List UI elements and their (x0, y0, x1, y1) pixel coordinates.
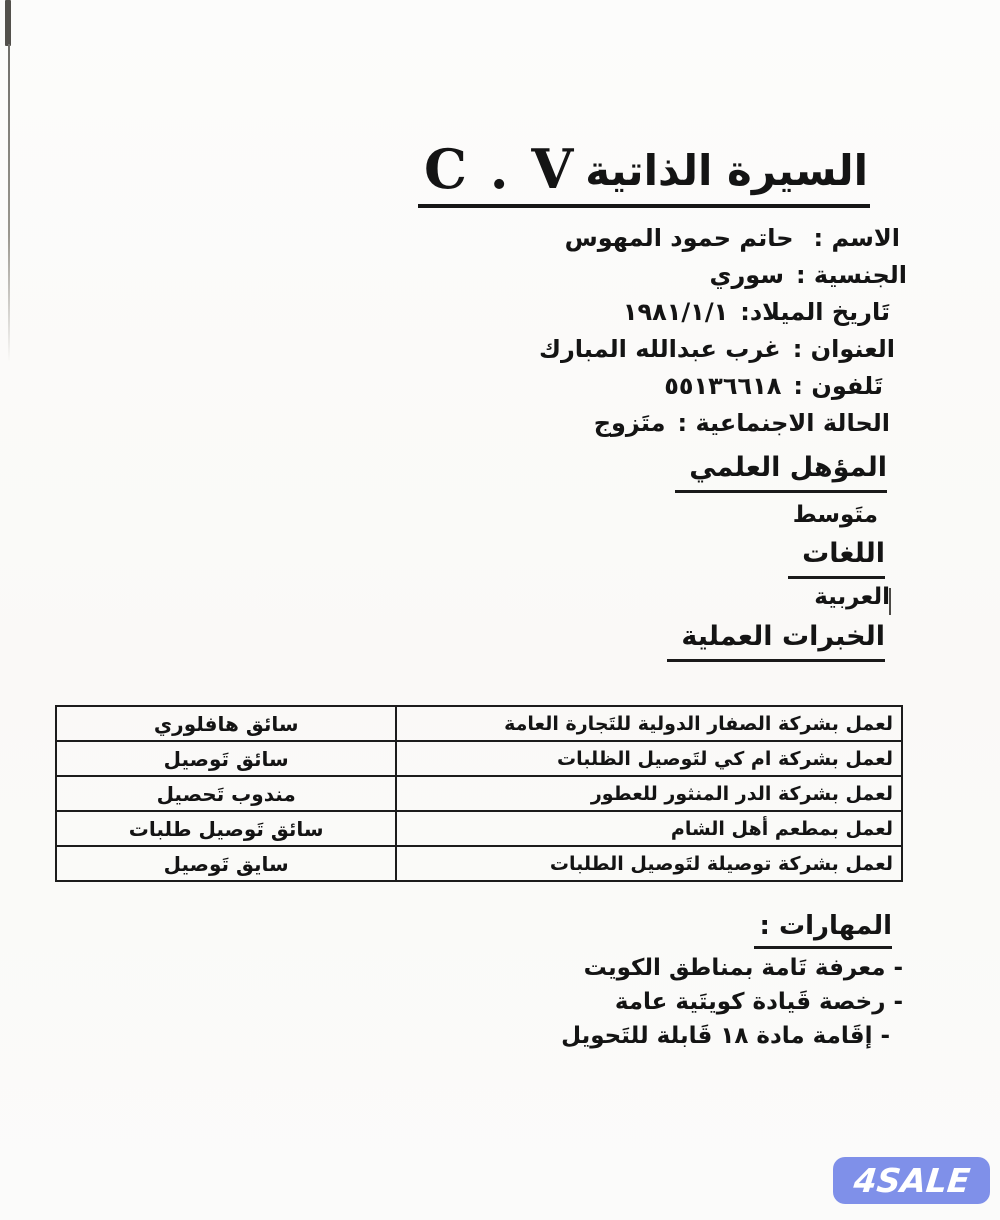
watermark-4sale-logo (833, 1157, 990, 1204)
experience-row (56, 706, 902, 741)
scan-corner-mark (5, 0, 11, 46)
skill-item: - رخصة قَيادة كويتَية عامة (614, 989, 903, 1015)
scan-edge-line-artifact (8, 44, 10, 362)
company-cell: لعمل بشركة الصفار الدولية للتَجارة العامة (396, 706, 902, 741)
company-cell: لعمل بشركة ام كي لتَوصيل الظلبات (396, 741, 902, 776)
cv-title-arabic: السيرة الذاتية (585, 146, 868, 195)
company-cell: لعمل بشركة الدر المنثور للعطور (396, 776, 902, 811)
company-cell: لعمل بمطعم أهل الشام (396, 811, 902, 846)
company-cell: لعمل بشركة توصيلة لتَوصيل الطلبات (396, 846, 902, 881)
info-line-nationality (539, 261, 915, 289)
info-label: تَلفون : (793, 372, 883, 400)
cv-title-latin: C . V (424, 137, 576, 201)
info-value: متَزوج (593, 409, 666, 437)
info-label: الجنسية : (795, 261, 907, 289)
qualification-value: متَوسط (792, 502, 878, 528)
info-line-marital-status (539, 409, 915, 437)
info-value: ٥٥١٣٦٦١٨ (664, 372, 782, 400)
experience-row (56, 811, 902, 846)
role-cell: سائق تَوصيل طلبات (56, 811, 396, 846)
info-line-address (539, 335, 915, 363)
info-line-name (539, 224, 915, 252)
info-label: الحالة الاجنماعية : (677, 409, 890, 437)
experience-row (56, 776, 902, 811)
cv-title (418, 137, 870, 208)
personal-info-section (539, 224, 915, 446)
info-value: ١٩٨١/١/١ (622, 298, 729, 326)
info-label: العنوان : (792, 335, 895, 363)
info-line-birthdate (539, 298, 915, 326)
languages-heading: اللغات (788, 538, 885, 579)
skills-heading: المهارات : (754, 911, 893, 949)
experience-row (56, 846, 902, 881)
watermark-4sale-text: 4SALE (851, 1161, 972, 1200)
experience-heading: الخبرات العملية (667, 621, 885, 662)
skill-item: - معرفة تَامة بمناطق الكويت (583, 955, 903, 981)
experience-row (56, 741, 902, 776)
role-cell: سايق تَوصيل (56, 846, 396, 881)
info-line-phone (539, 372, 915, 400)
info-value: حاتم حمود المهوس (564, 224, 794, 252)
info-label: تَاريخ الميلاد: (740, 298, 890, 326)
qualification-heading: المؤهل العلمي (675, 452, 887, 493)
experience-table (55, 705, 903, 882)
role-cell: سائق هافلوري (56, 706, 396, 741)
role-cell: مندوب تَحصيل (56, 776, 396, 811)
languages-value: العربية (814, 584, 890, 610)
role-cell: سائق تَوصيل (56, 741, 396, 776)
skill-item: - إقَامة مادة ١٨ قَابلة للتَحويل (561, 1023, 890, 1049)
skills-list (561, 955, 903, 1057)
info-value: غرب عبدالله المبارك (538, 335, 781, 363)
info-value: سوري (709, 261, 784, 289)
info-label: الاسم : (813, 224, 900, 252)
